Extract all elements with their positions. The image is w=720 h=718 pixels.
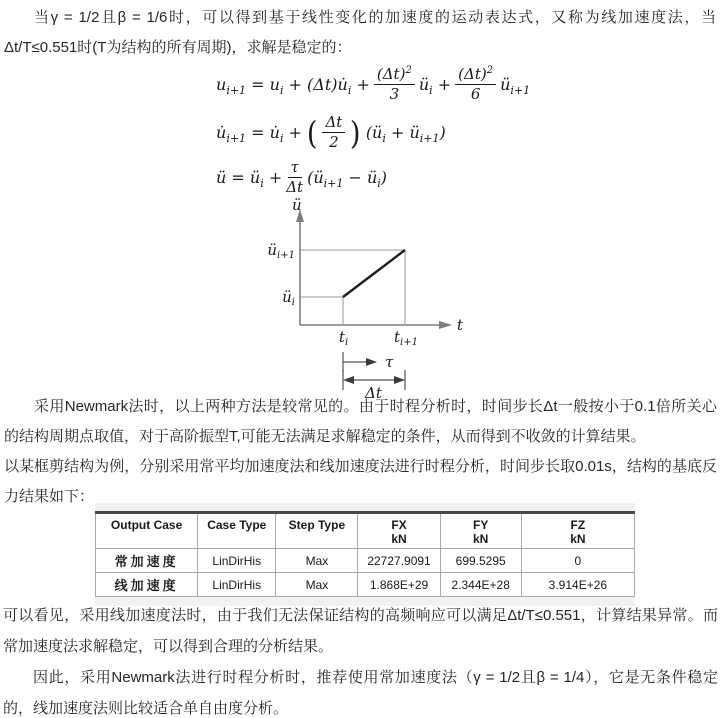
cell-fx: 22727.9091 [358, 549, 440, 573]
dt-label: Δt [365, 384, 382, 400]
fraction: $\frac{(\Delta t)^2}{6}$ [455, 66, 496, 104]
dt-arrow-right-icon [394, 376, 405, 384]
tau-arrow-icon [366, 358, 377, 366]
cell-fz: 0 [521, 549, 634, 573]
tau-label: τ [385, 353, 394, 371]
right-paren: ) [350, 113, 361, 152]
cell-step-type: Max [276, 573, 358, 597]
formula-term: $ü_i$ + [418, 75, 452, 98]
column-header-output-case: Output Case [96, 513, 198, 549]
y-axis-label: ü [292, 198, 302, 214]
dt-arrow-left-icon [343, 376, 354, 384]
linear-acceleration-diagram [262, 198, 472, 400]
paragraph-block-middle [4, 392, 717, 512]
paragraph-conclusion: 可以看见，采用线加速度法时，由于我们无法保证结构的高频响应可以满足Δt/T≤0.551，计算结果异常。而常加速度法求解稳定，可以得到合理的分析结果。 [3, 607, 718, 655]
table-row [96, 549, 635, 573]
fraction: $\frac{(\Delta t)^2}{3}$ [374, 66, 415, 104]
paragraph-newmark: 采用Newmark法时，以上两种方法是较常见的。由于时程分析时，时间步长Δt一般按小于0.1倍所关心的结构周期点取值，对于高阶振型T,可能无法满足求解稳定的条件，从而得到不收敛的计算结果。 [4, 398, 717, 445]
fraction: $\frac{\tau}{\Delta t}$ [286, 158, 304, 197]
column-header-fy: FY kN [440, 513, 521, 549]
left-paren: ( [306, 113, 318, 152]
cell-fy: 2.344E+28 [440, 573, 521, 597]
formula-acceleration-interpolation [216, 159, 387, 197]
cell-case-type: LinDirHis [198, 573, 276, 597]
paragraph-intro: 当γ = 1/2且β = 1/6时，可以得到基于线性变化的加速度的运动表达式，又称为线加速度法，当Δt/T≤0.551时(T为结构的所有周期)，求解是稳定的： [4, 9, 716, 56]
cell-output-case: 线加速度 [96, 573, 198, 597]
table-header-row [96, 513, 635, 549]
cell-fy: 699.5295 [440, 549, 521, 573]
paragraph-block-bottom [3, 600, 718, 718]
formula-term: ($ü_{i+1}$ − $ü_i$) [307, 168, 388, 191]
table-row [96, 573, 635, 597]
x-axis-arrow-icon [439, 321, 452, 329]
paragraph-example: 以某框剪结构为例，分别采用常平均加速度法和线加速度法进行时程分析，时间步长取0.01s，结构的基底反力结果如下： [4, 458, 717, 505]
formula-term: $u_{i+1} = u_i$ + $(\Delta t)u̇_i$ + [216, 75, 370, 98]
table-image-strip [95, 503, 635, 606]
cell-fz: 3.914E+26 [521, 573, 634, 597]
cell-step-type: Max [276, 549, 358, 573]
cell-output-case: 常加速度 [96, 549, 198, 573]
column-header-fx: FX kN [358, 513, 440, 549]
column-header-step-type: Step Type [276, 513, 358, 549]
formula-term: $u̇_{i+1}$ = $u̇_i$ + [216, 123, 302, 146]
x-axis-label: t [457, 316, 464, 334]
y-tick-lower: $ü_i$ [282, 288, 295, 308]
x-tick-right: $t_{i+1}$ [394, 328, 418, 348]
cell-fx: 1.868E+29 [358, 573, 440, 597]
base-reaction-table [95, 511, 635, 597]
x-tick-left: $t_i$ [339, 328, 349, 348]
acceleration-segment [343, 250, 405, 297]
fraction: $\frac{\Delta t}{2}$ [322, 114, 345, 152]
column-header-case-type: Case Type [198, 513, 276, 549]
formula-displacement-update [216, 66, 530, 104]
cell-case-type: LinDirHis [198, 549, 276, 573]
column-header-fz: FZ kN [521, 513, 634, 549]
paragraph-recommendation: 因此，采用Newmark法进行时程分析时，推荐使用常加速度法（γ = 1/2且β = 1/4），它是无条件稳定的，线加速度法则比较适合单自由度分析。 [3, 669, 718, 717]
formula-velocity-update [216, 114, 446, 152]
formula-term: $ü_{i+1}$ [500, 75, 531, 98]
formula-term: ($ü_i$ + $ü_{i+1}$) [365, 123, 446, 146]
y-tick-upper: $ü_{i+1}$ [267, 241, 295, 261]
formula-term: ü = $ü_i$ + [216, 168, 283, 191]
